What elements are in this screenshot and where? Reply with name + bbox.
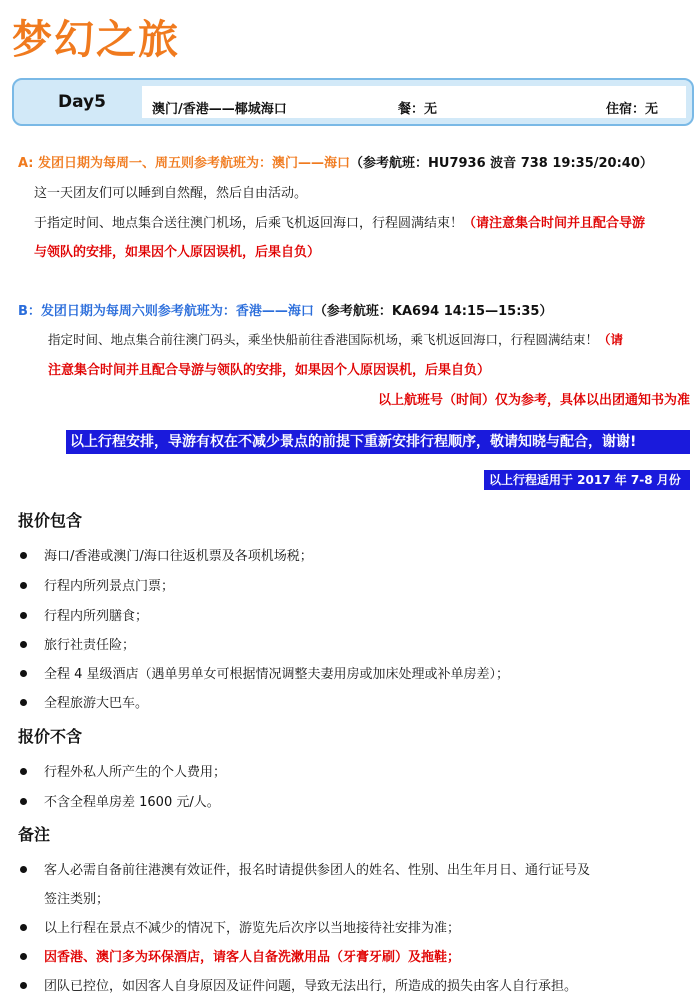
option-b-note-2: 注意集合时间并且配合导游与领队的安排，如果因个人原因误机，后果自负） <box>48 363 491 378</box>
remarks-title: 备注 <box>18 825 51 844</box>
list-item-continuation: 签注类别； <box>44 892 110 907</box>
list-item: 海口/香港或澳门/海口往返机票及各项机场税； <box>20 545 313 564</box>
bullet-icon <box>20 552 27 559</box>
list-item: 客人必需自备前往港澳有效证件，报名时请提供参团人的姓名、性别、出生年月日、通行证号及 <box>20 859 590 878</box>
list-item: 行程内所列景点门票； <box>20 575 174 594</box>
option-a-line2: 于指定时间、地点集合送往澳门机场，后乘飞机返回海口，行程圆满结束！ <box>34 216 464 231</box>
day-route: 澳门/香港——椰城海口 <box>152 102 287 117</box>
day-meals: 餐：无 <box>398 102 438 117</box>
option-a-note-1: （请注意集合时间并且配合导游 <box>463 216 646 231</box>
option-a-heading: A: 发团日期为每周一、周五则参考航班为：澳门——海口 <box>18 156 351 171</box>
list-item: 行程内所列膳食； <box>20 605 148 624</box>
itinerary-highlight-notice: 以上行程安排，导游有权在不减少景点的前提下重新安排行程顺序，敬请知晓与配合，谢谢! <box>66 430 690 454</box>
bullet-icon <box>20 924 27 931</box>
list-item: 全程 4 星级酒店（遇单男单女可根据情况调整夫妻用房或加床处理或补单房差）； <box>20 663 509 682</box>
bullet-icon <box>20 612 27 619</box>
bullet-icon <box>20 982 27 989</box>
list-item: 旅行社责任险； <box>20 634 135 653</box>
bullet-icon <box>20 699 27 706</box>
bullet-icon <box>20 798 27 805</box>
option-b-line1-row <box>48 330 623 348</box>
flight-disclaimer: 以上航班号（时间）仅为参考，具体以出团通知书为准 <box>377 393 690 408</box>
day-hotel: 住宿：无 <box>606 102 659 117</box>
bullet-icon <box>20 582 27 589</box>
bullet-icon <box>20 953 27 960</box>
bullet-icon <box>20 641 27 648</box>
day-header-bar <box>12 78 694 126</box>
excluded-title: 报价不含 <box>18 727 83 746</box>
option-b-flight: （参考航班：KA694 14:15—15:35） <box>313 304 553 319</box>
list-item: 团队已控位，如因客人自身原因及证件问题，导致无法出行，所造成的损失由客人自行承担。 <box>20 975 577 994</box>
brand-title: 梦幻之旅 <box>12 17 180 63</box>
bullet-icon <box>20 866 27 873</box>
option-b-line1: 指定时间、地点集合前往澳门码头，乘坐快船前往香港国际机场，乘飞机返回海口，行程圆满结束！ <box>48 332 599 347</box>
option-b-note-1: （请 <box>598 332 624 347</box>
option-a-line2-row <box>34 212 645 231</box>
list-item: 行程外私人所产生的个人费用； <box>20 761 226 780</box>
bullet-icon <box>20 670 27 677</box>
validity-notice: 以上行程适用于 2017 年 7-8 月份 <box>484 470 690 490</box>
list-item: 因香港、澳门多为环保酒店，请客人自备洗漱用品（牙膏牙刷）及拖鞋； <box>20 946 460 965</box>
list-item: 以上行程在景点不减少的情况下，游览先后次序以当地接待社安排为准； <box>20 917 460 936</box>
option-a-note-2: 与领队的安排，如果因个人原因误机，后果自负） <box>34 245 321 260</box>
option-a-heading-row <box>18 152 653 171</box>
option-a-line1: 这一天团友们可以睡到自然醒，然后自由活动。 <box>34 186 308 201</box>
list-item: 全程旅游大巴车。 <box>20 692 148 711</box>
option-b-heading: B：发团日期为每周六则参考航班为：香港——海口 <box>18 304 314 319</box>
option-b-heading-row <box>18 300 552 319</box>
day-label: Day5 <box>58 92 106 112</box>
list-item: 不含全程单房差 1600 元/人。 <box>20 791 220 810</box>
option-a-flight: （参考航班：HU7936 波音 738 19:35/20:40） <box>350 156 653 171</box>
included-title: 报价包含 <box>18 511 83 530</box>
bullet-icon <box>20 768 27 775</box>
